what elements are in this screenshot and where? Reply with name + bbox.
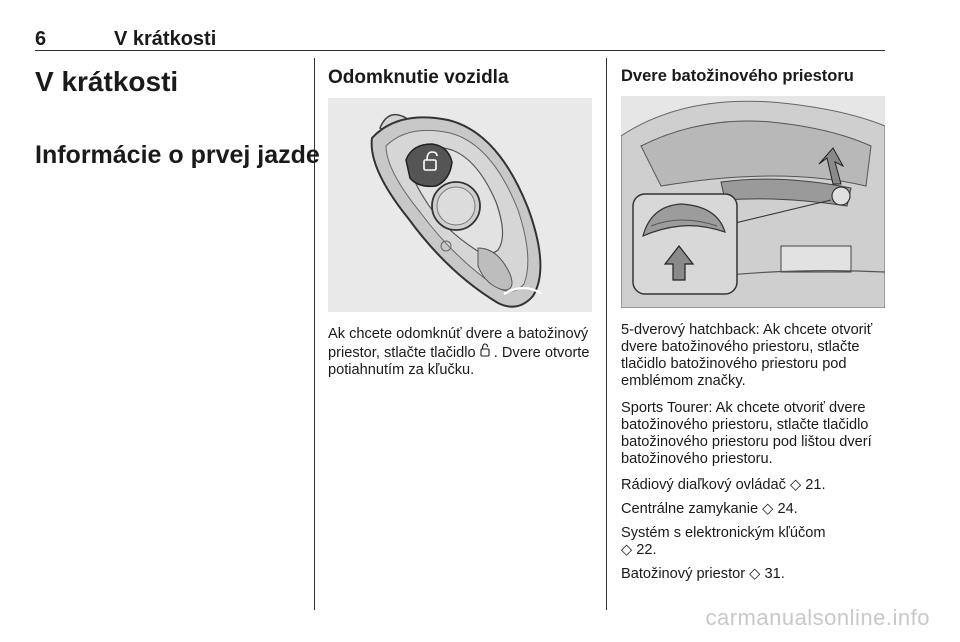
tailgate-svg: [621, 96, 885, 308]
page-number: 6: [35, 28, 47, 50]
trunk-unlock-icon: [480, 345, 494, 361]
middle-paragraph-text-2: . Dvere otvorte potiahnutím za kľučku.: [328, 345, 590, 378]
cross-ref-arrow: ◇: [621, 542, 633, 558]
section-title: Informácie o prvej jazde: [35, 141, 320, 169]
cross-ref-text: Batožinový priestor: [621, 566, 746, 582]
cross-ref-arrow: ◇: [762, 501, 774, 517]
cross-ref-text: Systém s elektronickým kľúčom: [621, 525, 826, 541]
cross-ref-text: Centrálne zamykanie: [621, 501, 759, 517]
key-fob-illustration: [328, 98, 592, 312]
cross-ref-page: 22.: [636, 542, 657, 558]
header-rule: [35, 50, 885, 51]
right-paragraph-3: [621, 477, 889, 494]
cross-ref-text: Rádiový diaľkový ovládač: [621, 477, 786, 493]
key-fob-svg: [328, 98, 592, 312]
tailgate-illustration: [621, 96, 885, 308]
middle-heading: Odomknutie vozidla: [328, 67, 509, 88]
cross-ref-page: 31.: [764, 566, 785, 582]
cross-ref-arrow: ◇: [789, 477, 802, 493]
cross-ref-page: 24.: [777, 501, 798, 517]
right-paragraph-6: [621, 566, 889, 583]
page-header: [35, 28, 885, 50]
right-paragraph-4: [621, 501, 889, 518]
middle-paragraph: [328, 326, 598, 379]
right-paragraph-5: [621, 525, 889, 559]
chapter-title: V krátkosti: [35, 66, 179, 97]
column-divider-right: [606, 58, 607, 610]
right-heading: Dvere batožinového priestoru: [621, 67, 854, 85]
watermark: carmanualsonline.info: [705, 605, 930, 630]
right-paragraph-2: Sports Tourer: Ak chcete otvoriť dvere batožinového priestoru, stlačte tlačidlo batožinového priestoru pod lištou dverí batožinového priestoru.: [621, 400, 872, 467]
right-paragraph-1: 5-dverový hatchback: Ak chcete otvoriť dvere batožinového priestoru, stlačte tlačidlo batožinového priestoru pod emblémom značky.: [621, 322, 873, 389]
middle-paragraph-text-1: Ak chcete odomknúť dvere a batožinový priestor, stlačte tlačidlo: [328, 326, 589, 361]
cross-ref-page: 21.: [805, 477, 826, 493]
cross-ref-arrow: ◇: [749, 566, 761, 582]
running-title: V krátkosti: [114, 28, 217, 50]
